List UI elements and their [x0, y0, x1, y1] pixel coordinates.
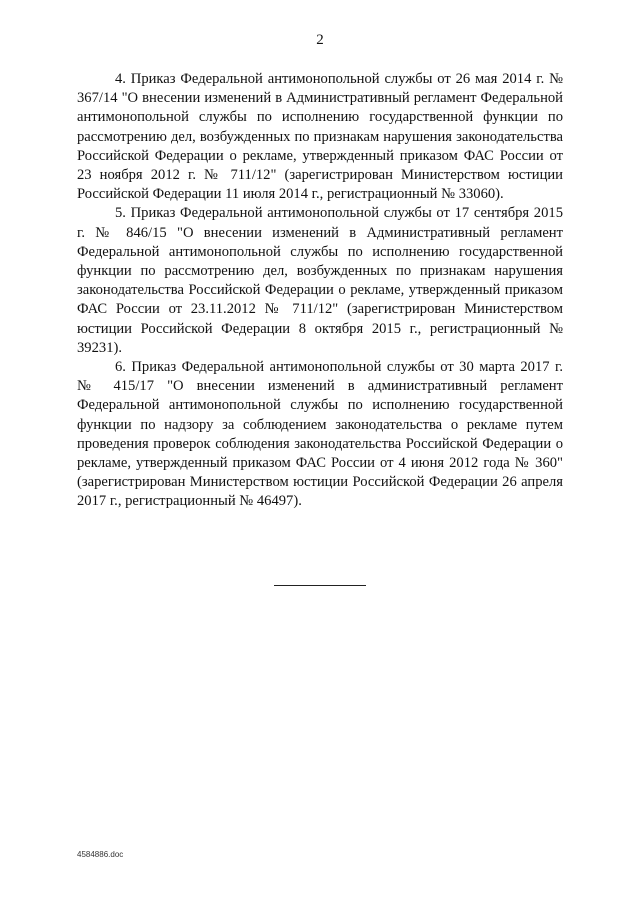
paragraph-item-6: 6. Приказ Федеральной антимонопольной службы от 30 марта 2017 г. № 415/17 "О внесении изменений в административный регламент Федеральной антимонопольной службы по исполнению государственной функции по надзору за соблюдением законодательства о рекламе путем проведения проверок соблюдения законодательства Российской Федерации о рекламе, утвержденный приказом ФАС России от 4 июня 2012 года № 360" (зарегистрирован Министерством юстиции Российской Федерации 26 апреля 2017 г., регистрационный № 46497).	[77, 359, 563, 510]
end-divider-line	[274, 585, 366, 586]
document-body	[77, 70, 563, 512]
footer-file-name: 4584886.doc	[77, 850, 124, 859]
paragraph-item-5: 5. Приказ Федеральной антимонопольной службы от 17 сентября 2015 г. № 846/15 "О внесении изменений в Административный регламент Федеральной антимонопольной службы по исполнению государственной функции по рассмотрению дел, возбужденных по признакам нарушения законодательства Российской Федерации о рекламе, утвержденный приказом ФАС России от 23.11.2012 № 711/12" (зарегистрирован Министерством юстиции Российской Федерации 8 октября 2015 г., регистрационный № 39231).	[77, 205, 563, 356]
paragraph-item-4: 4. Приказ Федеральной антимонопольной службы от 26 мая 2014 г. № 367/14 "О внесении изменений в Административный регламент Федеральной антимонопольной службы по исполнению государственной функции по рассмотрению дел, возбужденных по признакам нарушения законодательства Российской Федерации о рекламе, утвержденный приказом ФАС России от 23 ноября 2012 г. № 711/12" (зарегистрирован Министерством юстиции Российской Федерации 11 июля 2014 г., регистрационный № 33060).	[77, 71, 563, 203]
page-number: 2	[316, 32, 324, 48]
